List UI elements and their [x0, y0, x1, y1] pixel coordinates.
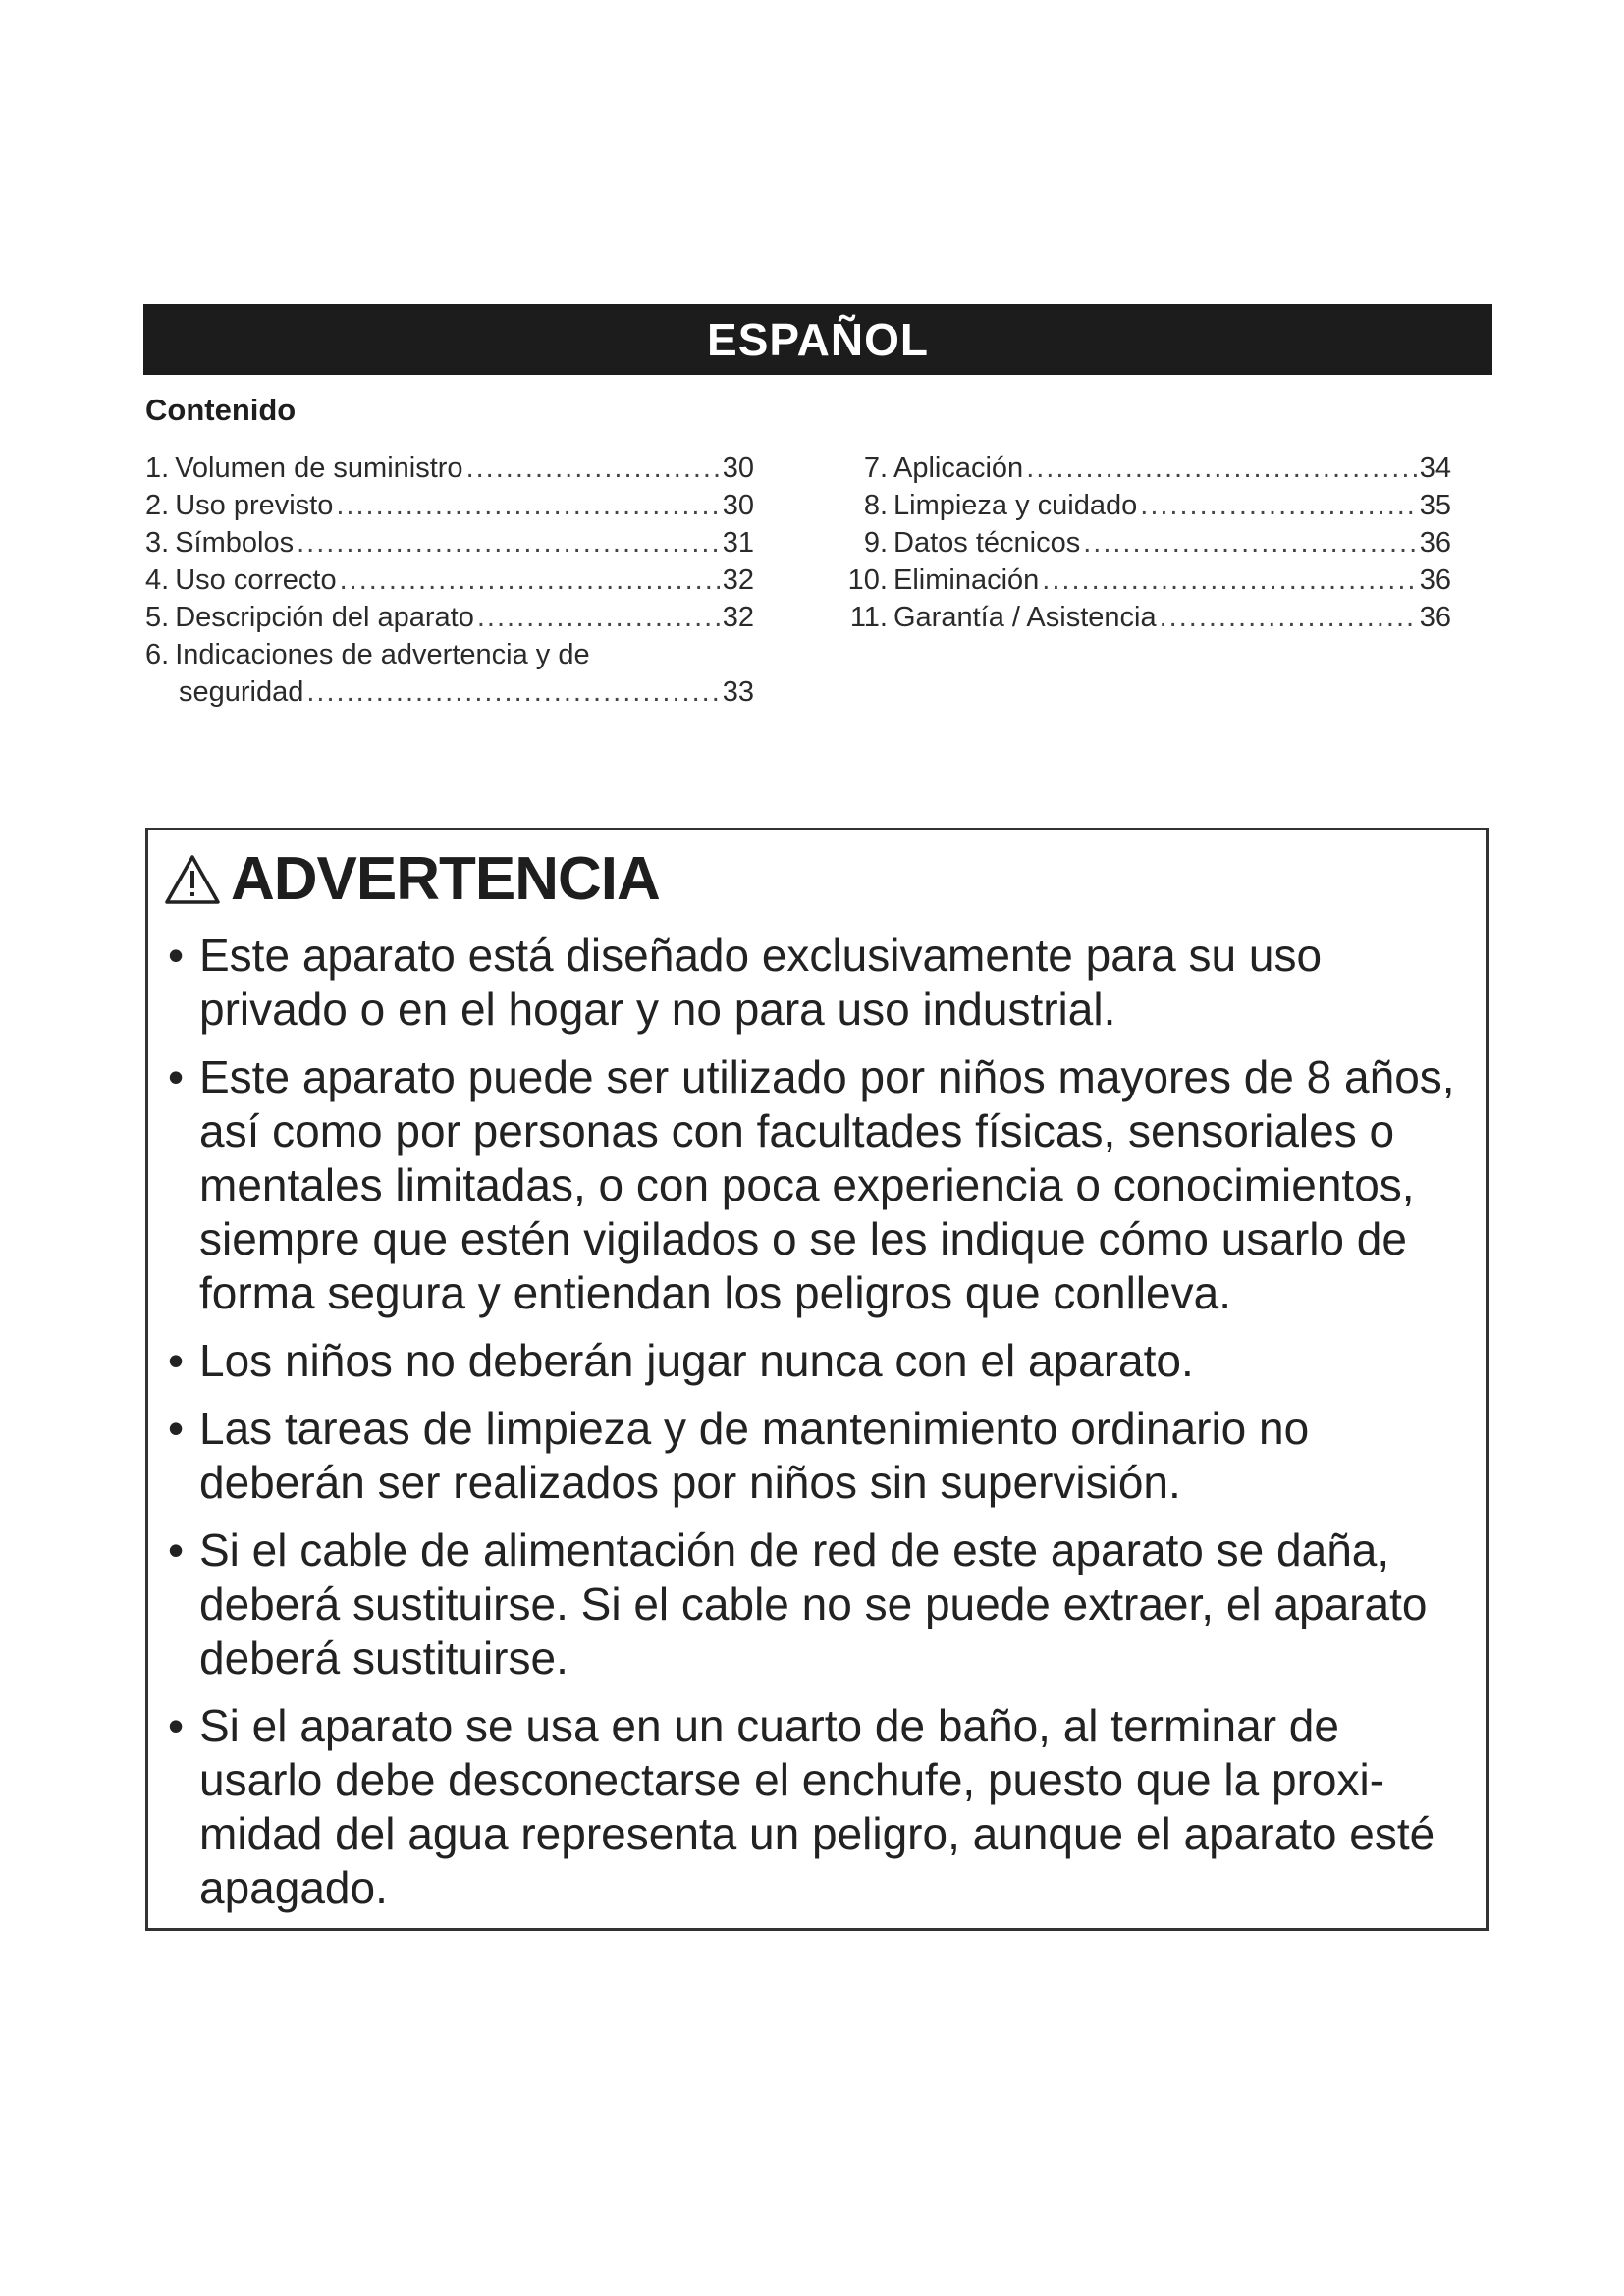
toc-entry — [839, 564, 1451, 602]
toc-right-column — [839, 453, 1451, 639]
toc-entry-number: 4. — [145, 564, 170, 596]
warning-item-text: Las tareas de limpieza y de mantenimiento ordinario no deberán ser realizados por niños sin supervisión. — [199, 1403, 1310, 1508]
toc-entry-page: 32 — [722, 602, 754, 633]
toc-entry-line — [145, 676, 754, 714]
toc-leader-dots — [1140, 490, 1416, 522]
toc-entry — [839, 453, 1451, 490]
warning-item-text: Este aparato está diseñado exclusivamente para su uso privado o en el hogar y no para uso industrial. — [199, 930, 1323, 1035]
toc-leader-dots — [466, 453, 720, 485]
toc-entry — [145, 564, 754, 602]
toc-entry-label: Aplicación — [893, 453, 1024, 484]
toc-entry — [145, 602, 754, 639]
bullet-icon: • — [168, 1524, 185, 1575]
warning-item-text: Si el cable de alimentación de red de este aparato se daña, deberá sustituirse. Si el cable no se puede extraer, el aparato deberá sustituirse. — [199, 1524, 1428, 1683]
toc-entry-number: 2. — [145, 490, 170, 521]
toc-entry-label-continued: seguridad — [179, 676, 304, 708]
toc-entry-number: 8. — [863, 490, 888, 521]
toc-entry-label: Eliminación — [893, 564, 1040, 596]
warning-item — [164, 1402, 1470, 1510]
language-label: ESPAÑOL — [707, 314, 929, 365]
toc-entry — [839, 602, 1451, 639]
bullet-icon: • — [168, 1700, 185, 1751]
toc-entry-page: 36 — [1419, 527, 1451, 559]
warning-triangle-icon — [164, 854, 221, 905]
toc-leader-dots — [1042, 564, 1416, 597]
toc-entry-page: 31 — [722, 527, 754, 559]
warning-box — [145, 828, 1489, 1931]
warning-list — [164, 929, 1470, 1929]
toc-entry-label: Uso correcto — [175, 564, 337, 596]
toc-entry — [145, 453, 754, 490]
warning-item — [164, 1050, 1470, 1320]
toc-leader-dots — [336, 490, 719, 522]
toc-entry-label: Uso previsto — [175, 490, 334, 521]
toc-entry-page: 34 — [1419, 453, 1451, 484]
bullet-icon: • — [168, 1403, 185, 1454]
toc-entry-line — [145, 639, 754, 676]
toc-entry-number: 10. — [847, 564, 888, 596]
toc-entry-number: 1. — [145, 453, 170, 484]
toc-entry — [145, 527, 754, 564]
toc-leader-dots — [1083, 527, 1417, 560]
toc-title: Contenido — [145, 393, 297, 427]
toc-entry — [839, 527, 1451, 564]
bullet-icon: • — [168, 1335, 185, 1386]
toc-entry-label: Descripción del aparato — [175, 602, 474, 633]
toc-entry-number: 11. — [849, 602, 888, 633]
toc-leader-dots — [297, 527, 720, 560]
toc-entry-page: 36 — [1419, 602, 1451, 633]
toc-entry-label: Datos técnicos — [893, 527, 1081, 559]
toc-entry-page: 33 — [722, 676, 754, 708]
toc-entry-number: 5. — [145, 602, 170, 633]
warning-item-text: Este aparato puede ser utilizado por niños mayores de 8 años, así como por personas con facultades físicas, sensoriales o mentales limitadas, o con poca experiencia o conocimientos, siempre que estén vigilados o se les indique cómo usarlo de forma segura y entiendan los peligros que conlleva. — [199, 1051, 1455, 1318]
toc-leader-dots — [340, 564, 720, 597]
toc-entry-number: 7. — [863, 453, 888, 484]
toc-entry-label: Limpieza y cuidado — [893, 490, 1138, 521]
toc-entry-label: Símbolos — [175, 527, 295, 559]
toc-leader-dots — [1160, 602, 1417, 634]
warning-item — [164, 1699, 1470, 1915]
toc-entry-number: 9. — [863, 527, 888, 559]
toc-entry-wrapped — [145, 639, 754, 714]
bullet-icon: • — [168, 930, 185, 981]
warning-item — [164, 1334, 1470, 1388]
toc-entry — [145, 490, 754, 527]
warning-item — [164, 929, 1470, 1037]
toc-entry-number: 6. — [145, 639, 170, 670]
toc-entry-label: Volumen de suministro — [175, 453, 463, 484]
bullet-icon: • — [168, 1051, 185, 1102]
warning-title: ADVERTENCIA — [231, 845, 660, 913]
toc-entry-number: 3. — [145, 527, 170, 559]
toc-entry-page: 32 — [722, 564, 754, 596]
warning-item — [164, 1523, 1470, 1685]
language-header — [143, 304, 1492, 375]
toc-leader-dots — [306, 676, 719, 709]
toc-leader-dots — [477, 602, 720, 634]
toc-entry-page: 30 — [722, 490, 754, 521]
toc-entry-page: 35 — [1419, 490, 1451, 521]
warning-header — [164, 844, 660, 914]
toc-entry — [839, 490, 1451, 527]
toc-entry-page: 36 — [1419, 564, 1451, 596]
warning-item-text: Los niños no deberán jugar nunca con el aparato. — [199, 1335, 1194, 1386]
toc-leader-dots — [1026, 453, 1417, 485]
toc-entry-label: Garantía / Asistencia — [893, 602, 1157, 633]
toc-entry-page: 30 — [722, 453, 754, 484]
warning-item-text: Si el aparato se usa en un cuarto de baño, al terminar de usarlo debe desconectarse el enchufe, puesto que la proxi-midad del agua representa un peligro, aunque el aparato esté apagado. — [199, 1700, 1435, 1913]
toc-entry-label: Indicaciones de advertencia y de — [175, 639, 590, 670]
toc-left-column — [145, 453, 754, 714]
